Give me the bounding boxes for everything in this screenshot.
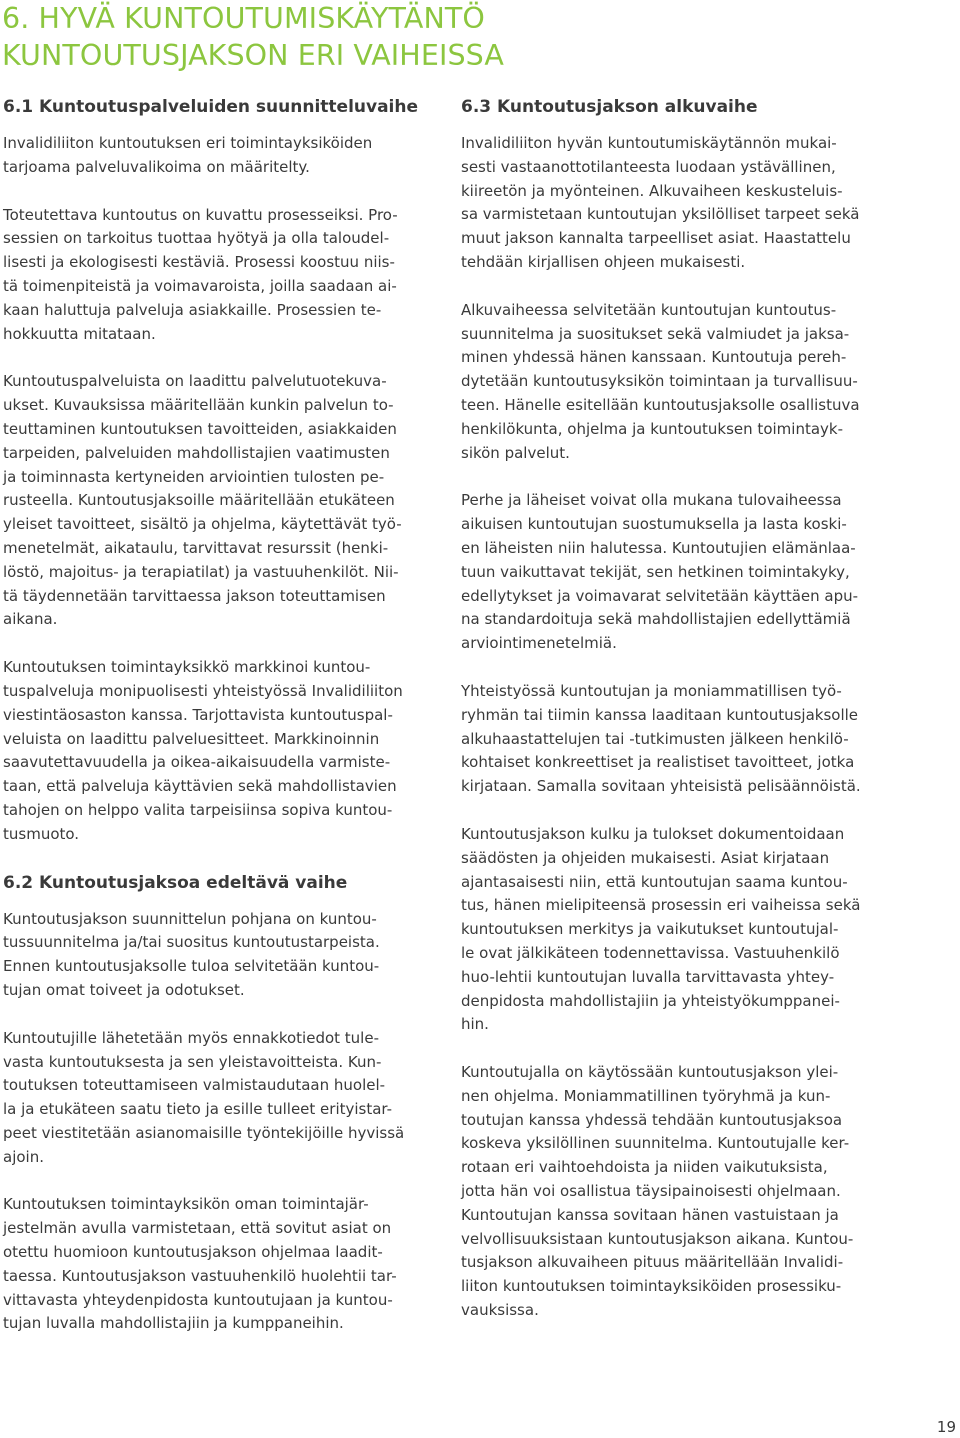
section-6-3 (461, 95, 913, 1323)
section-6-2 (3, 871, 455, 1337)
paragraph: Kuntoutujalla on käytössään kuntoutusjakson ylei- nen ohjelma. Moniammatillinen työryhmä ja kun- toutujan kanssa yhdessä tehdään kuntoutusjaksoa koskeva yksilöllinen suunnitelma. Kuntoutujalle ker- rotaan eri vaihtoehdoista ja niiden vaikutuksista, jotta hän voi osallistua täysipainoisesti ohjelmaan. Kuntoutujan kanssa sovitaan hänen vastuistaan ja velvollisuuksistaan kuntoutusjakson aikana. Kuntou- tusjakson alkuvaiheen pituus määritellään Invalidi- liiton kuntoutuksen toimintayksiköiden prosessiku- vauksissa. (461, 1063, 854, 1320)
paragraph: Kuntoutujille lähetetään myös ennakkotiedot tule- vasta kuntoutuksesta ja sen yleistavoitteista. Kun- toutuksen toteuttamiseen valmistaudutaan huolel- la ja etukäteen saatu tieto ja esille tulleet erityistar- peet viestitetään asianomaisille työntekijöille hyvissä ajoin. (3, 1028, 405, 1166)
paragraph: Kuntoutuksen toimintayksikkö markkinoi kuntou- tuspalveluja monipuolisesti yhteistyössä Invalidiliiton viestintäosaston kanssa. Tarjottavista kuntoutuspal- veluista on laadittu palveluesitteet. Markkinoinnin saavutettavuudella ja oikea-aikaisuudella varmiste- taan, että palveluja käyttävien sekä mahdollistavien tahojen on helppo valita tarpeisiinsa sopiva kuntou- tusmuoto. (3, 658, 403, 843)
section-heading-6-3: 6.3 Kuntoutusjakson alkuvaihe (461, 97, 758, 117)
section-heading-6-2: 6.2 Kuntoutusjaksoa edeltävä vaihe (3, 872, 348, 893)
paragraph: Perhe ja läheiset voivat olla mukana tulovaiheessa aikuisen kuntoutujan suostumuksella ja lasta koski- en läheisten niin halutessa. Kuntoutujien elämänlaa- tuun vaikuttavat tekijät, sen hetkinen toimintakyky, edellytykset ja voimavarat selvitetään käyttäen apu- na standardoituja sekä mahdollistajien edellyttämiä arviointimenetelmiä. (461, 491, 859, 653)
page-title (2, 0, 504, 74)
paragraph: Invalidiliiton hyvän kuntoutumiskäytännön mukai- sesti vastaanottotilanteesta luodaan ystävällinen, kiireetön ja myönteinen. Alkuvaiheen keskusteluis- sa varmistetaan kuntoutujan yksilölliset tarpeet sekä muut jakson kannalta tarpeelliset asiat. Haastattelu tehdään kirjallisen ohjeen mukaisesti. (461, 134, 860, 271)
paragraph: Invalidiliiton kuntoutuksen eri toimintayksiköiden tarjoama palveluvalikoima on määritelty. (3, 134, 373, 176)
section-heading-6-1: 6.1 Kuntoutuspalveluiden suunnitteluvaihe (3, 97, 419, 117)
paragraph: Toteutettava kuntoutus on kuvattu prosesseiksi. Pro- sessien on tarkoitus tuottaa hyötyä ja olla taloudel- lisesti ja ekologisesti kestäviä. Prosessi koostuu niis- tä toimenpiteistä ja voimavaroista, joilla saadaan ai- kaan haluttuja palveluja asiakkaille. Prosessien te- hokkuutta mitataan. (3, 205, 398, 343)
paragraph: Kuntoutuspalveluista on laadittu palvelutuotekuva- ukset. Kuvauksissa määritellään kunkin palvelun to- teuttaminen kuntoutuksen tavoitteiden, asiakkaiden tarpeiden, palveluiden mahdollistajien vaatimusten ja toiminnasta kertyneiden arviointien tulosten pe- rusteella. Kuntoutusjaksoille määritellään etukäteen yleiset tavoitteet, sisältö ja ohjelma, käytettävät työ- menetelmät, aikataulu, tarvittavat resurssit (henki- löstö, majoitus- ja terapiatilat) ja vastuuhenkilöt. Nii- tä täydennetään tarvittaessa jakson toteuttamisen aikana. (3, 372, 402, 629)
section-6-1 (3, 95, 455, 847)
page-number: 19 (936, 1418, 956, 1436)
paragraph: Kuntoutusjakson suunnittelun pohjana on kuntou- tussuunnitelma ja/tai suositus kuntoutustarpeista. Ennen kuntoutusjaksolle tuloa selvitetään kuntou- tujan omat toiveet ja odotukset. (3, 909, 380, 999)
page-title-line-2: KUNTOUTUSJAKSON ERI VAIHEISSA (2, 39, 504, 72)
paragraph: Kuntoutuksen toimintayksikön oman toimintajär- jestelmän avulla varmistetaan, että sovitut asiat on otettu huomioon kuntoutusjakson ohjelmaa laadit- taessa. Kuntoutusjakson vastuuhenkilö huolehtii tar- vittavasta yhteydenpidosta kuntoutujaan ja kuntou- tujan luvalla mahdollistajiin ja kumppaneihin. (3, 1195, 397, 1333)
paragraph: Kuntoutusjakson kulku ja tulokset dokumentoidaan säädösten ja ohjeiden mukaisesti. Asiat kirjataan ajantasaisesti niin, että kuntoutujan saama kuntou- tus, hänen mielipiteensä prosessin eri vaiheissa sekä kuntoutuksen merkitys ja vaikutukset kuntoutujal- le ovat jälkikäteen todennettavissa. Vastuuhenkilö huo-lehtii kuntoutujan luvalla tarvittavasta yhtey- denpidosta mahdollistajiin ja yhteistyökumppanei- hin. (461, 824, 861, 1034)
paragraph: Yhteistyössä kuntoutujan ja moniammatillisen työ- ryhmän tai tiimin kanssa laaditaan kuntoutusjaksolle alkuhaastattelujen tai -tutkimusten jälkeen henkilö- kohtaiset konkreettiset ja realistiset tavoitteet, jotka kirjataan. Samalla sovitaan yhteisistä pelisäännöistä. (461, 681, 861, 796)
right-column (461, 93, 913, 1347)
left-column (3, 93, 455, 1360)
page-title-line-1: 6. HYVÄ KUNTOUTUMISKÄYTÄNTÖ (2, 2, 485, 35)
paragraph: Alkuvaiheessa selvitetään kuntoutujan kuntoutus- suunnitelma ja suositukset sekä valmiudet ja jaksa- minen yhdessä hänen kanssaan. Kuntoutuja pereh- dytetään kuntoutusyksikön toimintaan ja turvallisuu- teen. Hänelle esitellään kuntoutusjaksolle osallistuva henkilökunta, ohjelma ja kuntoutuksen toimintayk- sikön palvelut. (461, 300, 860, 462)
